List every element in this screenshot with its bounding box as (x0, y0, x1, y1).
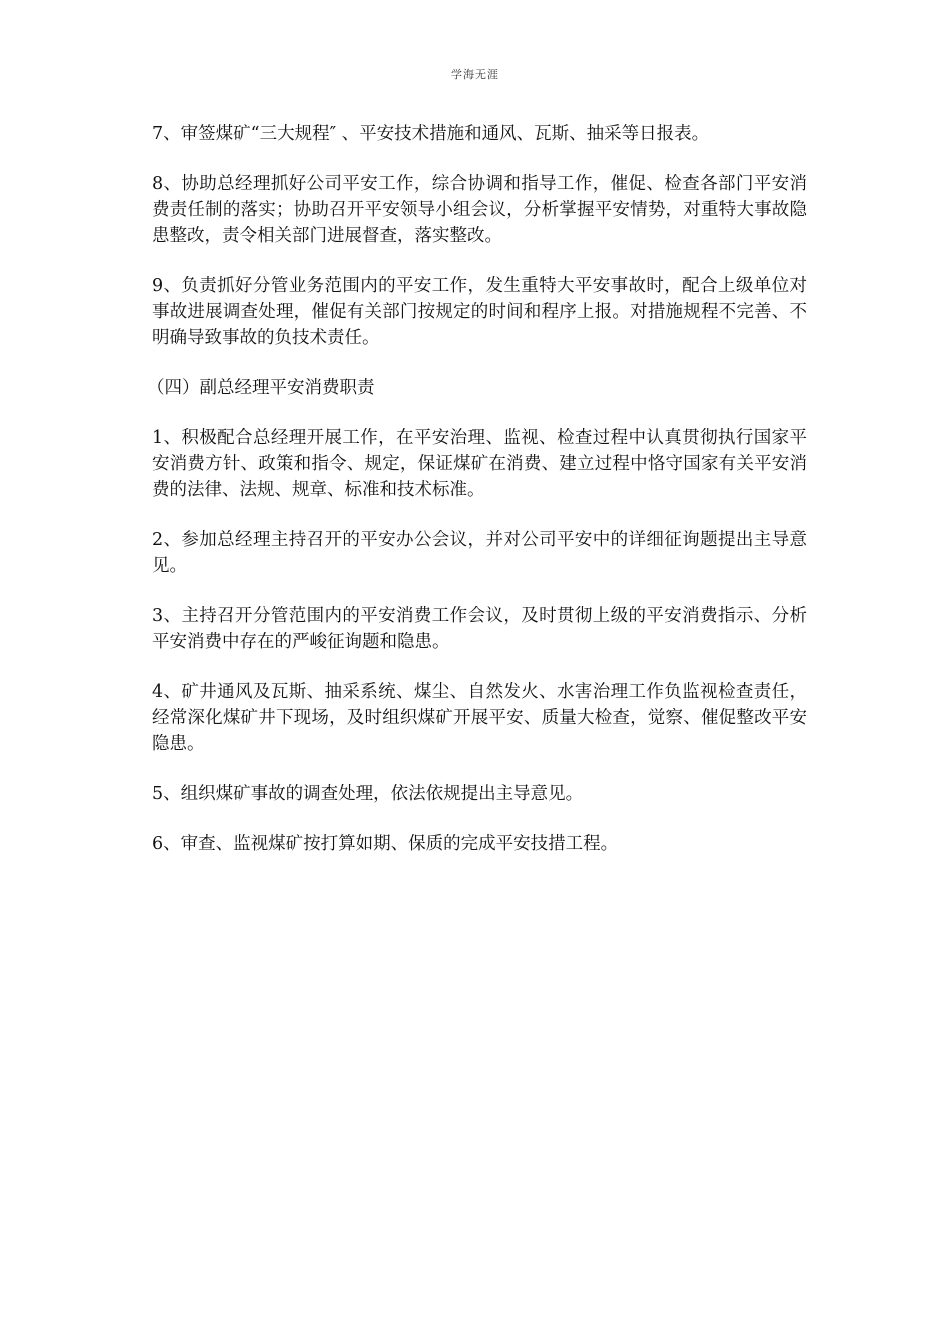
paragraph-item-2: 2、参加总经理主持召开的平安办公会议，并对公司平安中的详细征询题提出主导意见。 (152, 530, 807, 576)
paragraph-item-5: 5、组织煤矿事故的调查处理，依法依规提出主导意见。 (152, 784, 584, 804)
paragraph-item-7: 7、审签煤矿“三大规程″ 、平安技术措施和通风、瓦斯、抽采等日报表。 (152, 124, 710, 144)
document-body (147, 121, 807, 881)
page-header: 学海无涯 (451, 68, 499, 81)
paragraph-item-6: 6、审查、监视煤矿按打算如期、保质的完成平安技措工程。 (152, 834, 619, 854)
paragraph-item-3: 3、主持召开分管范围内的平安消费工作会议，及时贯彻上级的平安消费指示、分析平安消费中存在的严峻征询题和隐患。 (152, 606, 807, 652)
paragraph-item-8: 8、协助总经理抓好公司平安工作，综合协调和指导工作，催促、检查各部门平安消费责任制的落实；协助召开平安领导小组会议，分析掌握平安情势，对重特大事故隐患整改，责令相关部门进展督查，落实整改。 (152, 174, 807, 246)
paragraph-item-9: 9、负责抓好分管业务范围内的平安工作，发生重特大平安事故时，配合上级单位对事故进展调查处理，催促有关部门按规定的时间和程序上报。对措施规程不完善、不明确导致事故的负技术责任。 (152, 276, 807, 348)
paragraph-item-1: 1、积极配合总经理开展工作，在平安治理、监视、检查过程中认真贯彻执行国家平安消费方针、政策和指令、规定，保证煤矿在消费、建立过程中恪守国家有关平安消费的法律、法规、规章、标准和技术标准。 (152, 428, 807, 500)
section-heading: （四）副总经理平安消费职责 (147, 378, 375, 398)
paragraph-item-4: 4、矿井通风及瓦斯、抽采系统、煤尘、自然发火、水害治理工作负监视检查责任，经常深化煤矿井下现场，及时组织煤矿开展平安、质量大检查，觉察、催促整改平安隐患。 (152, 682, 807, 754)
